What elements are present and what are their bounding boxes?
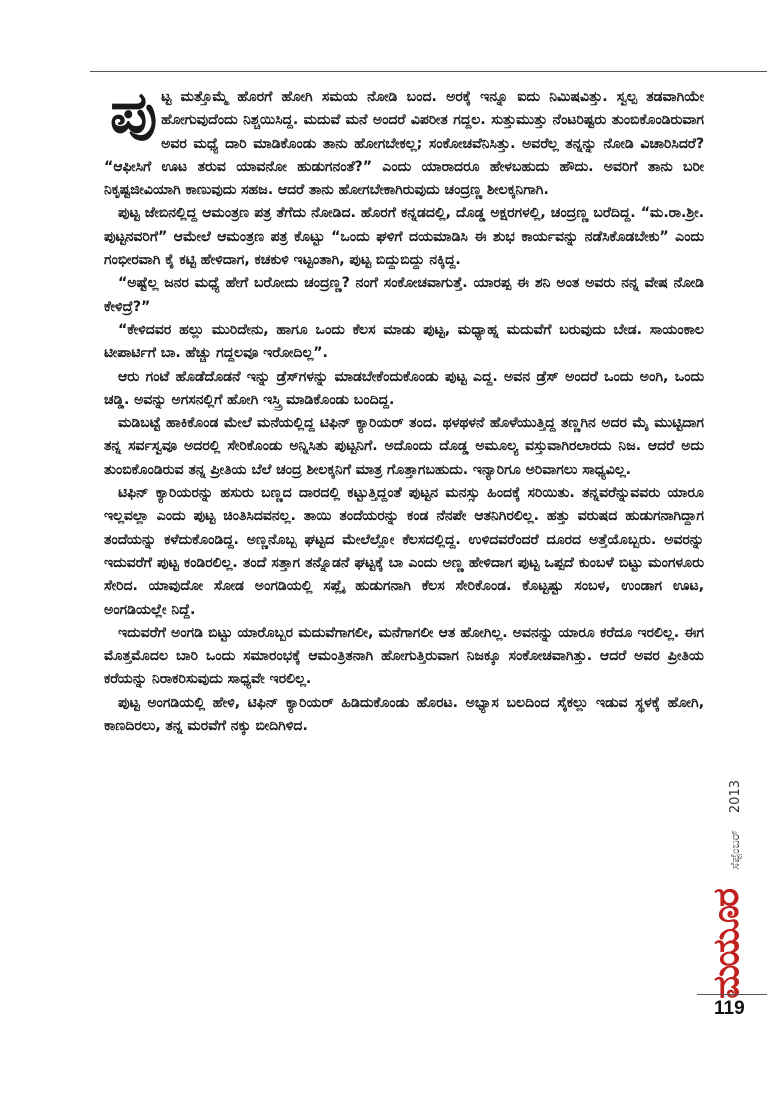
- paragraph: “ಕೇಳಿದವರ ಹಲ್ಲು ಮುರಿದೇನು, ಹಾಗೂ ಒಂದು ಕೆಲಸ ಮಾಡು ಪುಟ್ಟ, ಮಧ್ಯಾಹ್ನ ಮದುವೆಗೆ ಬರುವುದು ಬೇಡ. ಸಾಯಂಕಾಲ ಟೀಪಾರ್ಟಿಗೆ ಬಾ. ಹೆಚ್ಚು ಗದ್ದಲವೂ ಇರೋದಿಲ್ಲ”.: [104, 321, 704, 362]
- top-divider: [90, 71, 767, 72]
- magazine-logo: ಮಯೂರ: [706, 890, 747, 999]
- paragraph: ಪುಟ್ಟ ಜೇಬಿನಲ್ಲಿದ್ದ ಆಮಂತ್ರಣ ಪತ್ರ ತೆಗೆದು ನೋಡಿದ. ಹೊರಗೆ ಕನ್ನಡದಲ್ಲಿ, ದೊಡ್ಡ ಅಕ್ಷರಗಳಲ್ಲಿ, ಚಂದ್ರಣ್ಣ ಬರೆದಿದ್ದ. “ಮ.ರಾ.ಶ್ರೀ. ಪುಟ್ಟನವರಿಗೆ” ಆಮೇಲೆ ಆಮಂತ್ರಣ ಪತ್ರ ಕೊಟ್ಟು “ಒಂದು ಘಳಿಗೆ ದಯಮಾಡಿಸಿ ಈ ಶುಭ ಕಾರ್ಯವನ್ನು ನಡೆಸಿಕೊಡಬೇಕು” ಎಂದು ಗಂಭೀರವಾಗಿ ಕೈ ಕಟ್ಟಿ ಹೇಳಿದಾಗ, ಕಚಕುಳಿ ಇಟ್ಟಂತಾಗಿ, ಪುಟ್ಟ ಬಿದ್ದುಬಿದ್ದು ನಕ್ಕಿದ್ದ.: [104, 205, 704, 269]
- page-number: 119: [714, 998, 745, 1019]
- paragraph: [104, 78, 704, 202]
- issue-month: ಸೆಪ್ಟೆಂಬರ್: [728, 830, 742, 870]
- paragraph: “ಅಷ್ಟೆಲ್ಲ ಜನರ ಮಧ್ಯೆ ಹೇಗೆ ಬರೋದು ಚಂದ್ರಣ್ಣ? ನಂಗೆ ಸಂಕೋಚವಾಗುತ್ತೆ. ಯಾರಪ್ಪ ಈ ಶನಿ ಅಂತ ಅವರು ನನ್ನ ವೇಷ ನೋಡಿ ಕೇಳಿದ್ರೆ?”: [104, 275, 704, 315]
- paragraph: ಇದುವರೆಗೆ ಅಂಗಡಿ ಬಿಟ್ಟು ಯಾರೊಬ್ಬರ ಮದುವೆಗಾಗಲೀ, ಮನೆಗಾಗಲೀ ಆತ ಹೋಗಿಲ್ಲ. ಅವನನ್ನು ಯಾರೂ ಕರೆದೂ ಇರಲಿಲ್ಲ. ಈಗ ಮೊತ್ತಮೊದಲ ಬಾರಿ ಒಂದು ಸಮಾರಂಭಕ್ಕೆ ಆಮಂತ್ರಿತನಾಗಿ ಹೋಗುತ್ತಿರುವಾಗ ನಿಜಕ್ಕೂ ಸಂಕೋಚವಾಗಿತ್ತು. ಆದರೆ ಅವರ ಪ್ರೀತಿಯ ಕರೆಯನ್ನು ನಿರಾಕರಿಸುವುದು ಸಾಧ್ಯವೇ ಇರಲಿಲ್ಲ.: [104, 624, 704, 688]
- article-body: [104, 78, 704, 738]
- footer-divider: [697, 994, 767, 995]
- drop-cap: ಪು: [110, 78, 158, 146]
- paragraph: ಪುಟ್ಟ ಅಂಗಡಿಯಲ್ಲಿ ಹೇಳಿ, ಟಿಫಿನ್ ಕ್ಯಾರಿಯರ್ ಹಿಡಿದುಕೊಂಡು ಹೊರಟ. ಅಭ್ಯಾಸ ಬಲದಿಂದ ಸೈಕಲ್ಲು ಇಡುವ ಸ್ಥಳಕ್ಕೆ ಹೋಗಿ, ಕಾಣದಿರಲು, ತನ್ನ ಮರವೆಗೆ ನಕ್ಕು ಬೀದಿಗಿಳಿದ.: [104, 694, 704, 735]
- paragraph: ಮಡಿಬಟ್ಟೆ ಹಾಕಿಕೊಂಡ ಮೇಲೆ ಮನೆಯಲ್ಲಿದ್ದ ಟಿಫಿನ್ ಕ್ಯಾರಿಯರ್ ತಂದ. ಥಳಥಳನೆ ಹೊಳೆಯುತ್ತಿದ್ದ ತಣ್ಣಗಿನ ಅದರ ಮೈ ಮುಟ್ಟಿದಾಗ ತನ್ನ ಸರ್ವಸ್ವವೂ ಅದರಲ್ಲಿ ಸೇರಿಕೊಂಡು ಅನ್ನಿಸಿತು ಪುಟ್ಟನಿಗೆ. ಅದೊಂದು ದೊಡ್ಡ ಅಮೂಲ್ಯ ವಸ್ತುವಾಗಿರಲಾರದು ನಿಜ. ಆದರೆ ಅದು ತುಂಬಿಕೊಂಡಿರುವ ತನ್ನ ಪ್ರೀತಿಯ ಬೆಲೆ ಚಂದ್ರ ಶೀಲಕ್ಕನಿಗೆ ಮಾತ್ರ ಗೊತ್ತಾಗಬಹುದು. ಇನ್ಯಾರಿಗೂ ಅರಿವಾಗಲು ಸಾಧ್ಯವಿಲ್ಲ.: [104, 415, 704, 478]
- paragraph: ಆರು ಗಂಟೆ ಹೊಡೆದೊಡನೆ ಇನ್ನು ಡ್ರೆಸ್‌ಗಳನ್ನು ಮಾಡಬೇಕೆಂದುಕೊಂಡು ಪುಟ್ಟ ಎದ್ದ. ಅವನ ಡ್ರೆಸ್ ಅಂದರೆ ಒಂದು ಅಂಗಿ, ಒಂದು ಚಡ್ಡಿ. ಅವನ್ನು ಅಗಸನಲ್ಲಿಗೆ ಹೋಗಿ ಇಸ್ತ್ರಿ ಮಾಡಿಕೊಂಡು ಬಂದಿದ್ದ.: [104, 368, 704, 408]
- issue-year: 2013: [728, 780, 743, 814]
- paragraph-text: ಟ್ಟ ಮತ್ತೊಮ್ಮೆ ಹೊರಗೆ ಹೋಗಿ ಸಮಯ ನೋಡಿ ಬಂದ. ಅರಕ್ಕೆ ಇನ್ನೂ ಐದು ನಿಮಿಷವಿತ್ತು. ಸ್ವಲ್ಪ ತಡವಾಗಿಯೇ ಹೋಗುವುದೆಂದು ನಿಶ್ಚಯಿಸಿದ್ದ. ಮದುವೆ ಮನೆ ಅಂದರೆ ವಿಪರೀತ ಗದ್ದಲ. ಸುತ್ತುಮುತ್ತು ನೆಂಟರಿಷ್ಟರು ತುಂಬಿಕೊಂಡಿರುವಾಗ ಅವರ ಮಧ್ಯೆ ದಾರಿ ಮಾಡಿಕೊಂಡು ತಾನು ಹೋಗಬೇಕಲ್ಲ; ಸಂಕೋಚವೆನಿಸಿತ್ತು. ಅವರೆಲ್ಲ ತನ್ನನ್ನು ನೋಡಿ ವಿಚಾರಿಸಿದರೆ? “ಆಫೀಸಿಗೆ ಊಟ ತರುವ ಯಾವನೋ ಹುಡುಗನಂತೆ?” ಎಂದು ಯಾರಾದರೂ ಹೇಳಬಹುದು ಹೌದು. ಅವರಿಗೆ ತಾನು ಬರೀ ನಿಕೃಷ್ಟಜೀವಿಯಾಗಿ ಕಾಣುವುದು ಸಹಜ. ಆದರೆ ತಾನು ಹೋಗಬೇಕಾಗಿರುವುದು ಚಂದ್ರಣ್ಣ ಶೀಲಕ್ಕನಿಗಾಗಿ.: [104, 89, 704, 199]
- paragraph: ಟಿಫಿನ್ ಕ್ಯಾರಿಯರನ್ನು ಹಸುರು ಬಣ್ಣದ ದಾರದಲ್ಲಿ ಕಟ್ಟುತ್ತಿದ್ದಂತೆ ಪುಟ್ಟನ ಮನಸ್ಸು ಹಿಂದಕ್ಕೆ ಸರಿಯಿತು. ತನ್ನವರೆನ್ನುವವರು ಯಾರೂ ಇಲ್ಲವಲ್ಲಾ ಎಂದು ಪುಟ್ಟ ಚಿಂತಿಸಿದವನಲ್ಲ. ತಾಯಿ ತಂದೆಯರನ್ನು ಕಂಡ ನೆನಪೇ ಆತನಿಗಿರಲಿಲ್ಲ. ಹತ್ತು ವರುಷದ ಹುಡುಗನಾಗಿದ್ದಾಗ ತಂದೆಯನ್ನು ಕಳೆದುಕೊಂಡಿದ್ದ. ಅಣ್ಣನೊಬ್ಬ ಘಟ್ಟದ ಮೇಲೆಲ್ಲೋ ಕೆಲಸದಲ್ಲಿದ್ದ. ಉಳಿದವರೆಂದರೆ ದೂರದ ಅತ್ತೆಯೊಬ್ಬರು. ಅವರನ್ನು ಇದುವರೆಗೆ ಪುಟ್ಟ ಕಂಡಿರಲಿಲ್ಲ. ತಂದೆ ಸತ್ತಾಗ ತನ್ನೊಡನೆ ಘಟ್ಟಕ್ಕೆ ಬಾ ಎಂದು ಅಣ್ಣ ಹೇಳಿದಾಗ ಪುಟ್ಟ ಒಪ್ಪದೆ ಕುಂಬಳೆ ಬಿಟ್ಟು ಮಂಗಳೂರು ಸೇರಿದ. ಯಾವುದೋ ಸೋಡ ಅಂಗಡಿಯಲ್ಲಿ ಸಪ್ಲೈ ಹುಡುಗನಾಗಿ ಕೆಲಸ ಸೇರಿಕೊಂಡ. ಕೊಟ್ಟಷ್ಟು ಸಂಬಳ, ಉಂಡಾಗ ಊಟ, ಅಂಗಡಿಯಲ್ಲೇ ನಿದ್ದೆ.: [104, 485, 704, 618]
